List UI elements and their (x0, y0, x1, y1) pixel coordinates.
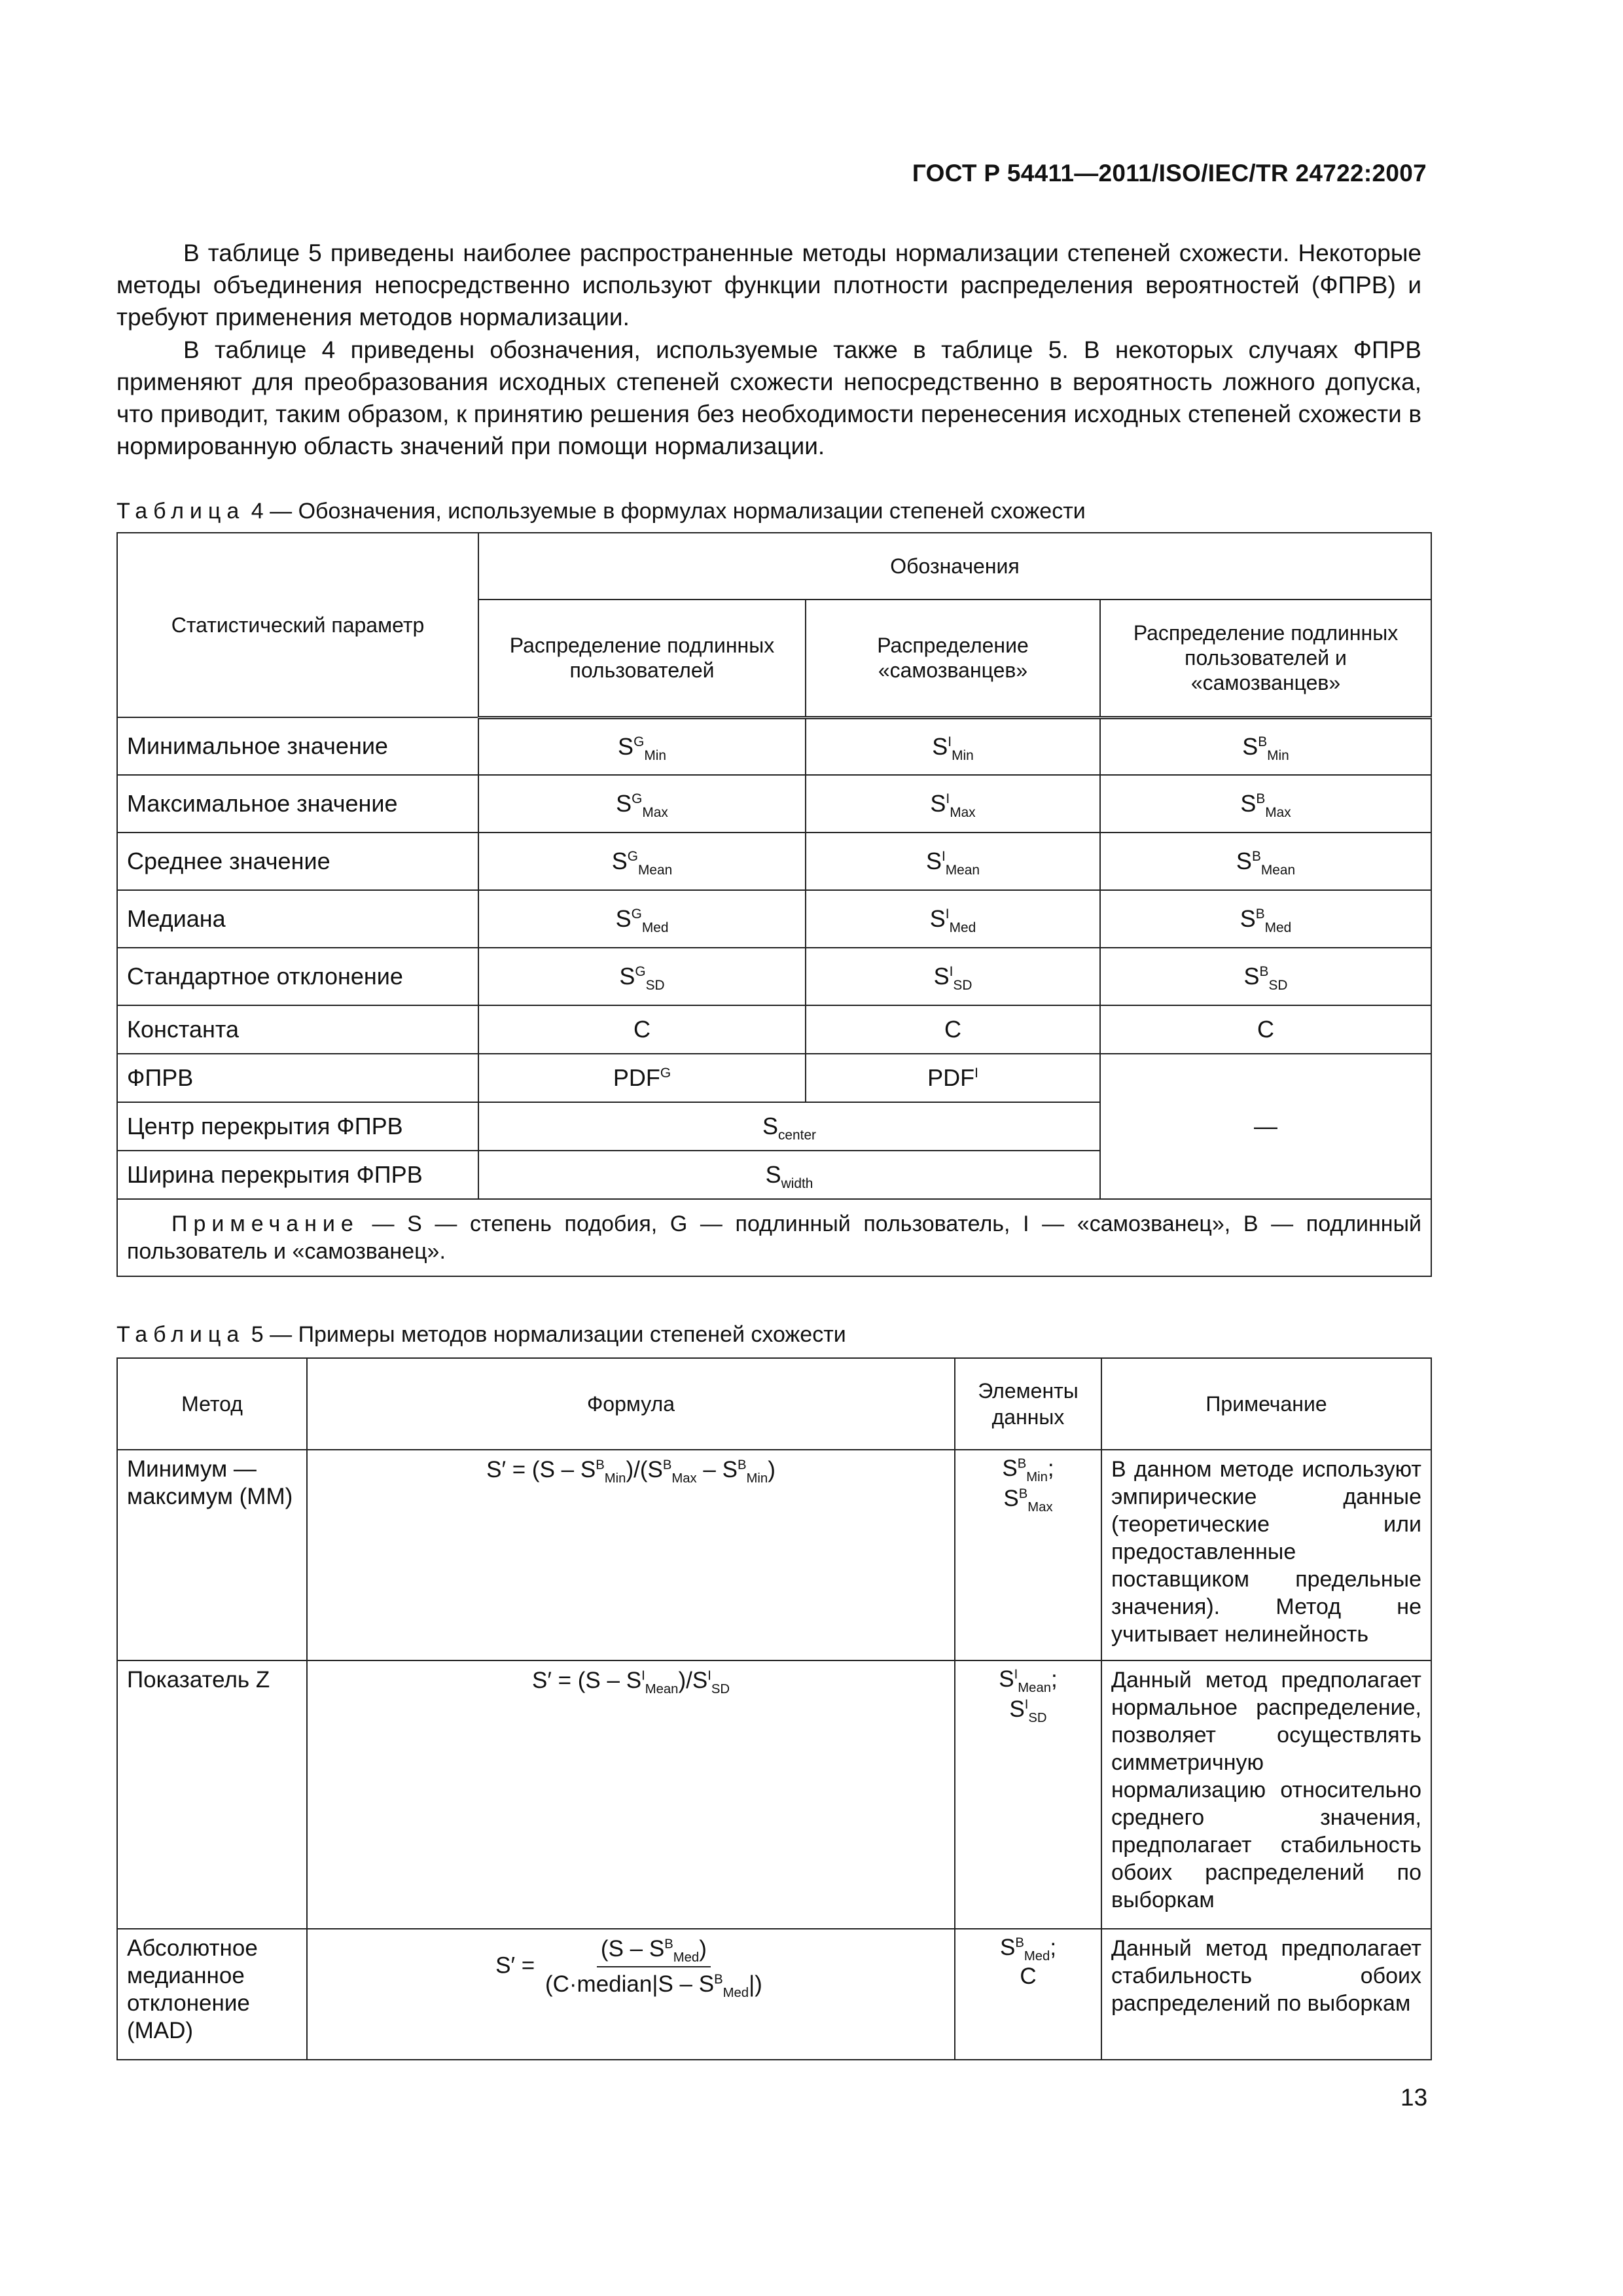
table-5 (116, 1357, 1432, 2060)
symbol-cell: $S^G_{Mean}$ (611, 848, 673, 878)
s-center: $S_{center}$ (762, 1113, 817, 1143)
table-row: Абсолютное медианное отклонение (MAD) S′ = $\frac{(S - S^B_{Med})}{(C\cdot median|S - S^B_{Med}|)}$ $S^B_{Med}$; C Данный метод предполагает стабильность обоих распределений по выборкам (117, 1929, 1431, 2060)
page-number: 13 (1400, 2084, 1428, 2111)
col-header-genuine: Распределение подлинных пользователей (478, 600, 806, 717)
table-row: Максимальное значение $S^G_{Max}$ $S^I_{Max}$ $S^B_{Max}$ (117, 775, 1431, 833)
pdf-genuine: $PDF^G$ (613, 1064, 671, 1091)
col-header-method: Метод (117, 1358, 307, 1450)
symbol-cell: $S^I_{Max}$ (930, 790, 976, 821)
table-row: Показатель Z $S' = (S - S^I_{Mean})/S^I_{SD}$ $S^I_{Mean}$; $S^I_{SD}$ Данный метод предполагает нормальное распределение, позволяет осуществлять симметричную нормализацию относительно среднего значения, предполагает стабильность обоих распределений по выборкам (117, 1660, 1431, 1929)
table-row: Среднее значение $S^G_{Mean}$ $S^I_{Mean}$ $S^B_{Mean}$ (117, 833, 1431, 890)
col-header-both: Распределение подлинных пользователей и «самозванцев» (1100, 600, 1431, 717)
table-note-row (117, 1199, 1431, 1276)
table4-caption-text: 4 — Обозначения, используемые в формулах нормализации степеней схожести (251, 499, 1086, 524)
table-row: ФПРВ $PDF^G$ $PDF^I$ — (117, 1054, 1431, 1102)
s-width: $S_{width}$ (765, 1161, 813, 1192)
col-header-param: Статистический параметр (117, 533, 478, 717)
col-header-remark: Примечание (1101, 1358, 1431, 1450)
symbol-cell: $S^G_{SD}$ (619, 963, 665, 994)
col-header-impostor: Распределение «самозванцев» (806, 600, 1100, 717)
table-row: Минимум — максимум (MM) $S' = (S - S^B_{Min})/(S^B_{Max} - S^B_{Min})$ $S^B_{Min}$; $S^B_{Max}$ В данном методе используют эмпирические данные (теоретические или предоставленные поставщиком предельные значения). Метод не учитывает нелинейность (117, 1450, 1431, 1660)
formula-z-score: $S' = (S - S^I_{Mean})/S^I_{SD}$ (307, 1660, 955, 1929)
note-text: — S — степень подобия, G — подлинный пользователь, I — «самозванец», B — подлинный пользователь и «самозванец». (127, 1211, 1422, 1264)
symbol-cell: $S^B_{SD}$ (1243, 963, 1288, 994)
symbol-cell: $S^B_{Min}$ (1242, 732, 1289, 763)
symbol-cell: $S^G_{Min}$ (618, 732, 666, 763)
table-row: Стандартное отклонение $S^G_{SD}$ $S^I_{SD}$ $S^B_{SD}$ (117, 948, 1431, 1005)
pdf-impostor: $PDF^I$ (927, 1064, 978, 1091)
formula-minmax: $S' = (S - S^B_{Min})/(S^B_{Max} - S^B_{Min})$ (307, 1450, 955, 1660)
table-row: Ширина перекрытия ФПРВ $S_{width}$ (117, 1151, 1431, 1199)
table-row: Константа C C C (117, 1005, 1431, 1054)
col-header-group: Обозначения (478, 533, 1431, 600)
symbol-cell: $S^B_{Mean}$ (1236, 848, 1296, 878)
document-standard-id: ГОСТ Р 54411—2011/ISO/IEC/TR 24722:2007 (912, 160, 1427, 187)
table-row: Минимальное значение $S^G_{Min}$ $S^I_{Min}$ $S^B_{Min}$ (117, 717, 1431, 775)
symbol-cell: $S^I_{Med}$ (929, 905, 976, 936)
paragraph-2: В таблице 4 приведены обозначения, используемые также в таблице 5. В некоторых случаях ФПРВ применяют для преобразования исходных степеней схожести непосредственно в вероятность ложного допуска, что приводит, таким образом, к принятию решения без необходимости перенесения исходных степеней схожести в нормированную область значений при помощи нормализации. (116, 336, 1421, 459)
paragraph-1: В таблице 5 приведены наиболее распространенные методы нормализации степеней схожести. Некоторые методы объединения непосредственно используют функции плотности распределения вероятностей (ФПРВ) и требуют применения методов нормализации. (116, 240, 1421, 331)
symbol-cell: $S^B_{Med}$ (1240, 905, 1292, 936)
symbol-cell: $S^B_{Max}$ (1240, 790, 1291, 821)
data-elements: $S^B_{Min}$; $S^B_{Max}$ (955, 1450, 1101, 1660)
table-row: Центр перекрытия ФПРВ $S_{center}$ (117, 1102, 1431, 1151)
table5-caption (116, 1322, 846, 1348)
symbol-cell: $S^I_{Mean}$ (925, 848, 980, 878)
table-4 (116, 532, 1432, 1277)
table4-caption (116, 499, 1086, 524)
table5-caption-text: 5 — Примеры методов нормализации степеней схожести (251, 1322, 846, 1347)
table-row: Медиана $S^G_{Med}$ $S^I_{Med}$ $S^B_{Med}$ (117, 890, 1431, 948)
table5-caption-label: Таблица (116, 1322, 245, 1347)
symbol-cell: $S^I_{Min}$ (932, 732, 974, 763)
data-elements: $S^I_{Mean}$; $S^I_{SD}$ (955, 1660, 1101, 1929)
symbol-cell: $S^G_{Med}$ (615, 905, 669, 936)
formula-mad: S′ = $\frac{(S - S^B_{Med})}{(C\cdot median|S - S^B_{Med}|)}$ (307, 1929, 955, 2060)
note-label: Примечание (171, 1211, 359, 1236)
data-elements: $S^B_{Med}$; C (955, 1929, 1101, 2060)
col-header-elements: Элементы данных (955, 1358, 1101, 1450)
dash-cell: — (1100, 1054, 1431, 1199)
col-header-formula: Формула (307, 1358, 955, 1450)
symbol-cell: $S^G_{Max}$ (616, 790, 668, 821)
table4-caption-label: Таблица (116, 499, 245, 524)
symbol-cell: $S^I_{SD}$ (933, 963, 972, 994)
